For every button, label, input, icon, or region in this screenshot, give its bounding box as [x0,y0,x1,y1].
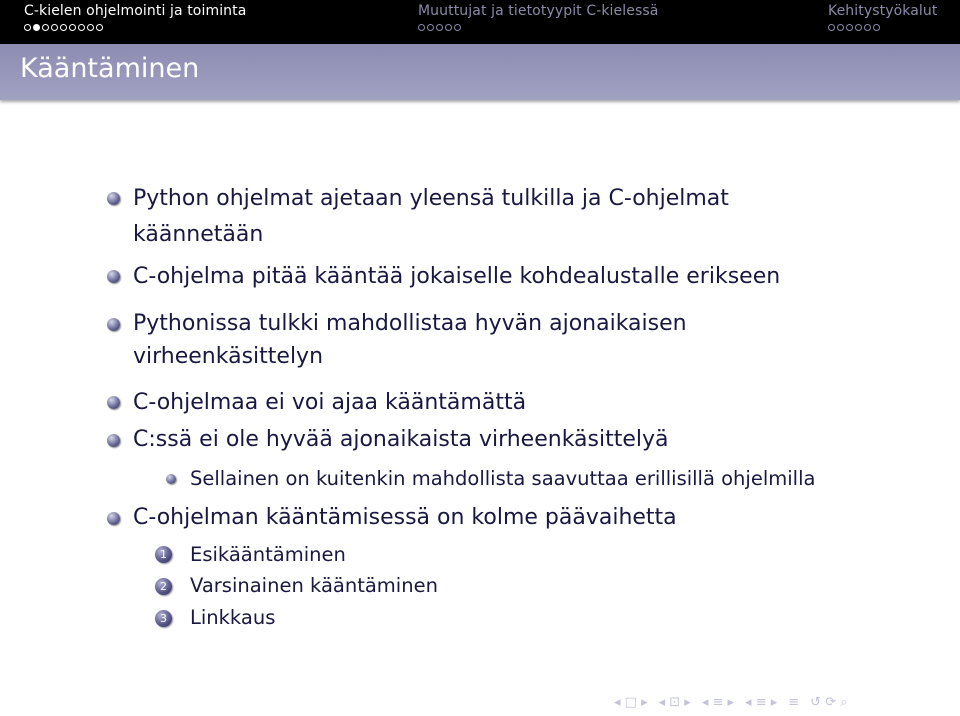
bullet-text: C-ohjelman kääntämisessä on kolme päävaihetta [133,505,677,530]
bullet-icon [107,270,120,283]
nav-document-icon[interactable]: ≡ [788,695,800,710]
bullet-text: Pythonissa tulkki mahdollistaa hyvän ajonaikaisen [133,311,687,336]
nav-search-back-icon[interactable]: ↺ ⟳ ⌕ [810,695,848,710]
step-label: Varsinainen kääntäminen [190,574,438,597]
nav-section-2[interactable]: Muuttujat ja tietotyypit C-kielessä [418,3,659,19]
bullet-icon [107,318,120,331]
bullet-text: C:ssä ei ole hyvää ajonaikaista virheenkäsittelyä [133,427,669,452]
step-number-badge: 2 [155,578,172,595]
nav-frame-icon[interactable]: ◂ □ ▸ [614,695,648,710]
sub-bullet-text: Sellainen on kuitenkin mahdollista saavuttaa erillisillä ohjelmilla [190,467,816,490]
step-number-badge: 1 [155,546,172,563]
bullet-text: Python ohjelmat ajetaan yleensä tulkilla ja C-ohjelmat [133,186,729,211]
frame-title: Kääntäminen [20,53,200,84]
step-label: Esikääntäminen [190,543,346,566]
nav-section-icon[interactable]: ◂ ≡ ▸ [745,695,778,710]
step-number-badge: 3 [155,610,172,627]
bullet-text: C-ohjelmaa ei voi ajaa kääntämättä [133,390,527,415]
nav-section-1[interactable]: C-kielen ohjelmointi ja toiminta [24,3,247,19]
bullet-icon [107,434,120,447]
nav-subsection-icon[interactable]: ◂ ≡ ▸ [701,695,735,710]
bullet-text-continuation: käännetään [133,222,264,247]
bullet-icon [107,512,120,525]
nav-slide-icon[interactable]: ◂ ⊡ ▸ [658,695,691,710]
bullet-icon [107,192,120,205]
bullet-text: C-ohjelma pitää kääntää jokaiselle kohdealustalle erikseen [133,264,781,289]
bullet-text-continuation: virheenkäsittelyn [133,344,324,369]
sub-bullet-icon [166,474,176,484]
beamer-navigation-symbols [614,695,848,710]
step-label: Linkkaus [190,606,276,629]
bullet-icon [107,396,120,409]
nav-section-3[interactable]: Kehitystyökalut [828,3,938,19]
